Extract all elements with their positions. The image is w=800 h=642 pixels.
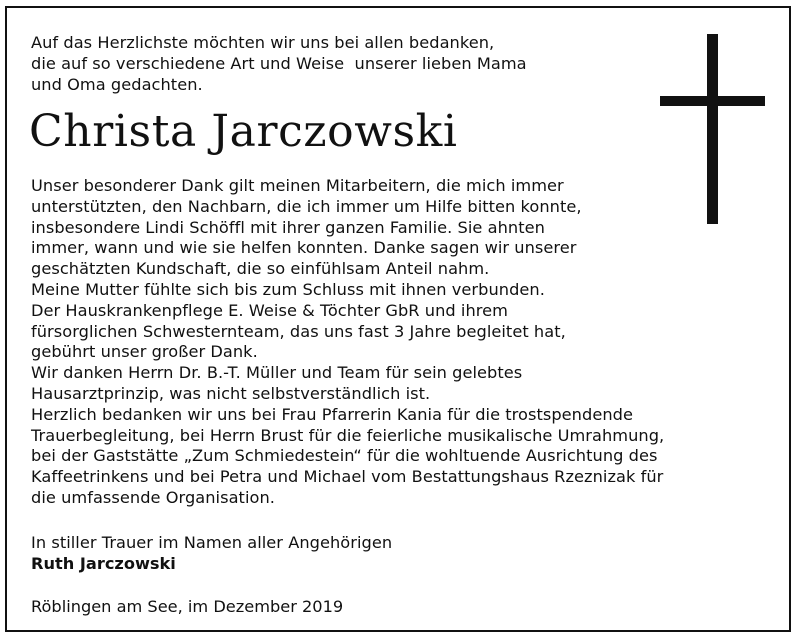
thanks-line: insbesondere Lindi Schöffl mit ihrer ganzen Familie. Sie ahnten xyxy=(31,217,545,237)
thanks-line: die umfassende Organisation. xyxy=(31,487,275,507)
intro-line: und Oma gedachten. xyxy=(31,74,203,94)
thanks-text xyxy=(31,176,664,509)
intro-line: Auf das Herzlichste möchten wir uns bei allen bedanken, xyxy=(31,33,495,52)
thanks-line: Trauerbegleitung, bei Herrn Brust für die feierliche musikalische Umrahmung, xyxy=(31,425,665,445)
thanks-line: Kaffeetrinkens und bei Petra und Michael vom Bestattungshaus Rzeznizak für xyxy=(31,467,664,487)
thanks-line: Meine Mutter fühlte sich bis zum Schluss mit ihnen verbunden. xyxy=(31,279,545,299)
closing-line: In stiller Trauer im Namen aller Angehörigen xyxy=(31,533,393,552)
intro-line: die auf so verschiedene Art und Weise unserer lieben Mama xyxy=(31,53,527,73)
thanks-line: Herzlich bedanken wir uns bei Frau Pfarrerin Kania für die trostspendende xyxy=(31,404,633,424)
thanks-line: geschätzten Kundschaft, die so einfühlsam Anteil nahm. xyxy=(31,259,490,279)
cross-horizontal-bar xyxy=(660,96,765,106)
thanks-line: Der Hauskrankenpflege E. Weise & Töchter GbR und ihrem xyxy=(31,300,508,320)
thanks-line: Hausarztprinzip, was nicht selbstverständlich ist. xyxy=(31,383,431,403)
intro-text xyxy=(31,33,527,95)
thanks-line: bei der Gaststätte „Zum Schmiedestein“ für die wohltuende Ausrichtung des xyxy=(31,446,658,466)
thanks-line: immer, wann und wie sie helfen konnten. Danke sagen wir unserer xyxy=(31,238,577,258)
thanks-line: Unser besonderer Dank gilt meinen Mitarbeitern, die mich immer xyxy=(31,176,564,195)
thanks-line: unterstützten, den Nachbarn, die ich immer um Hilfe bitten konnte, xyxy=(31,196,582,216)
place-date: Röblingen am See, im Dezember 2019 xyxy=(31,597,344,616)
thanks-line: fürsorglichen Schwesternteam, das uns fast 3 Jahre begleitet hat, xyxy=(31,321,566,341)
cross-vertical-bar xyxy=(707,34,718,224)
signer-name: Ruth Jarczowski xyxy=(31,554,176,573)
deceased-name: Christa Jarczowski xyxy=(29,106,458,157)
thanks-line: gebührt unser großer Dank. xyxy=(31,342,258,362)
thanks-line: Wir danken Herrn Dr. B.-T. Müller und Team für sein gelebtes xyxy=(31,363,523,383)
